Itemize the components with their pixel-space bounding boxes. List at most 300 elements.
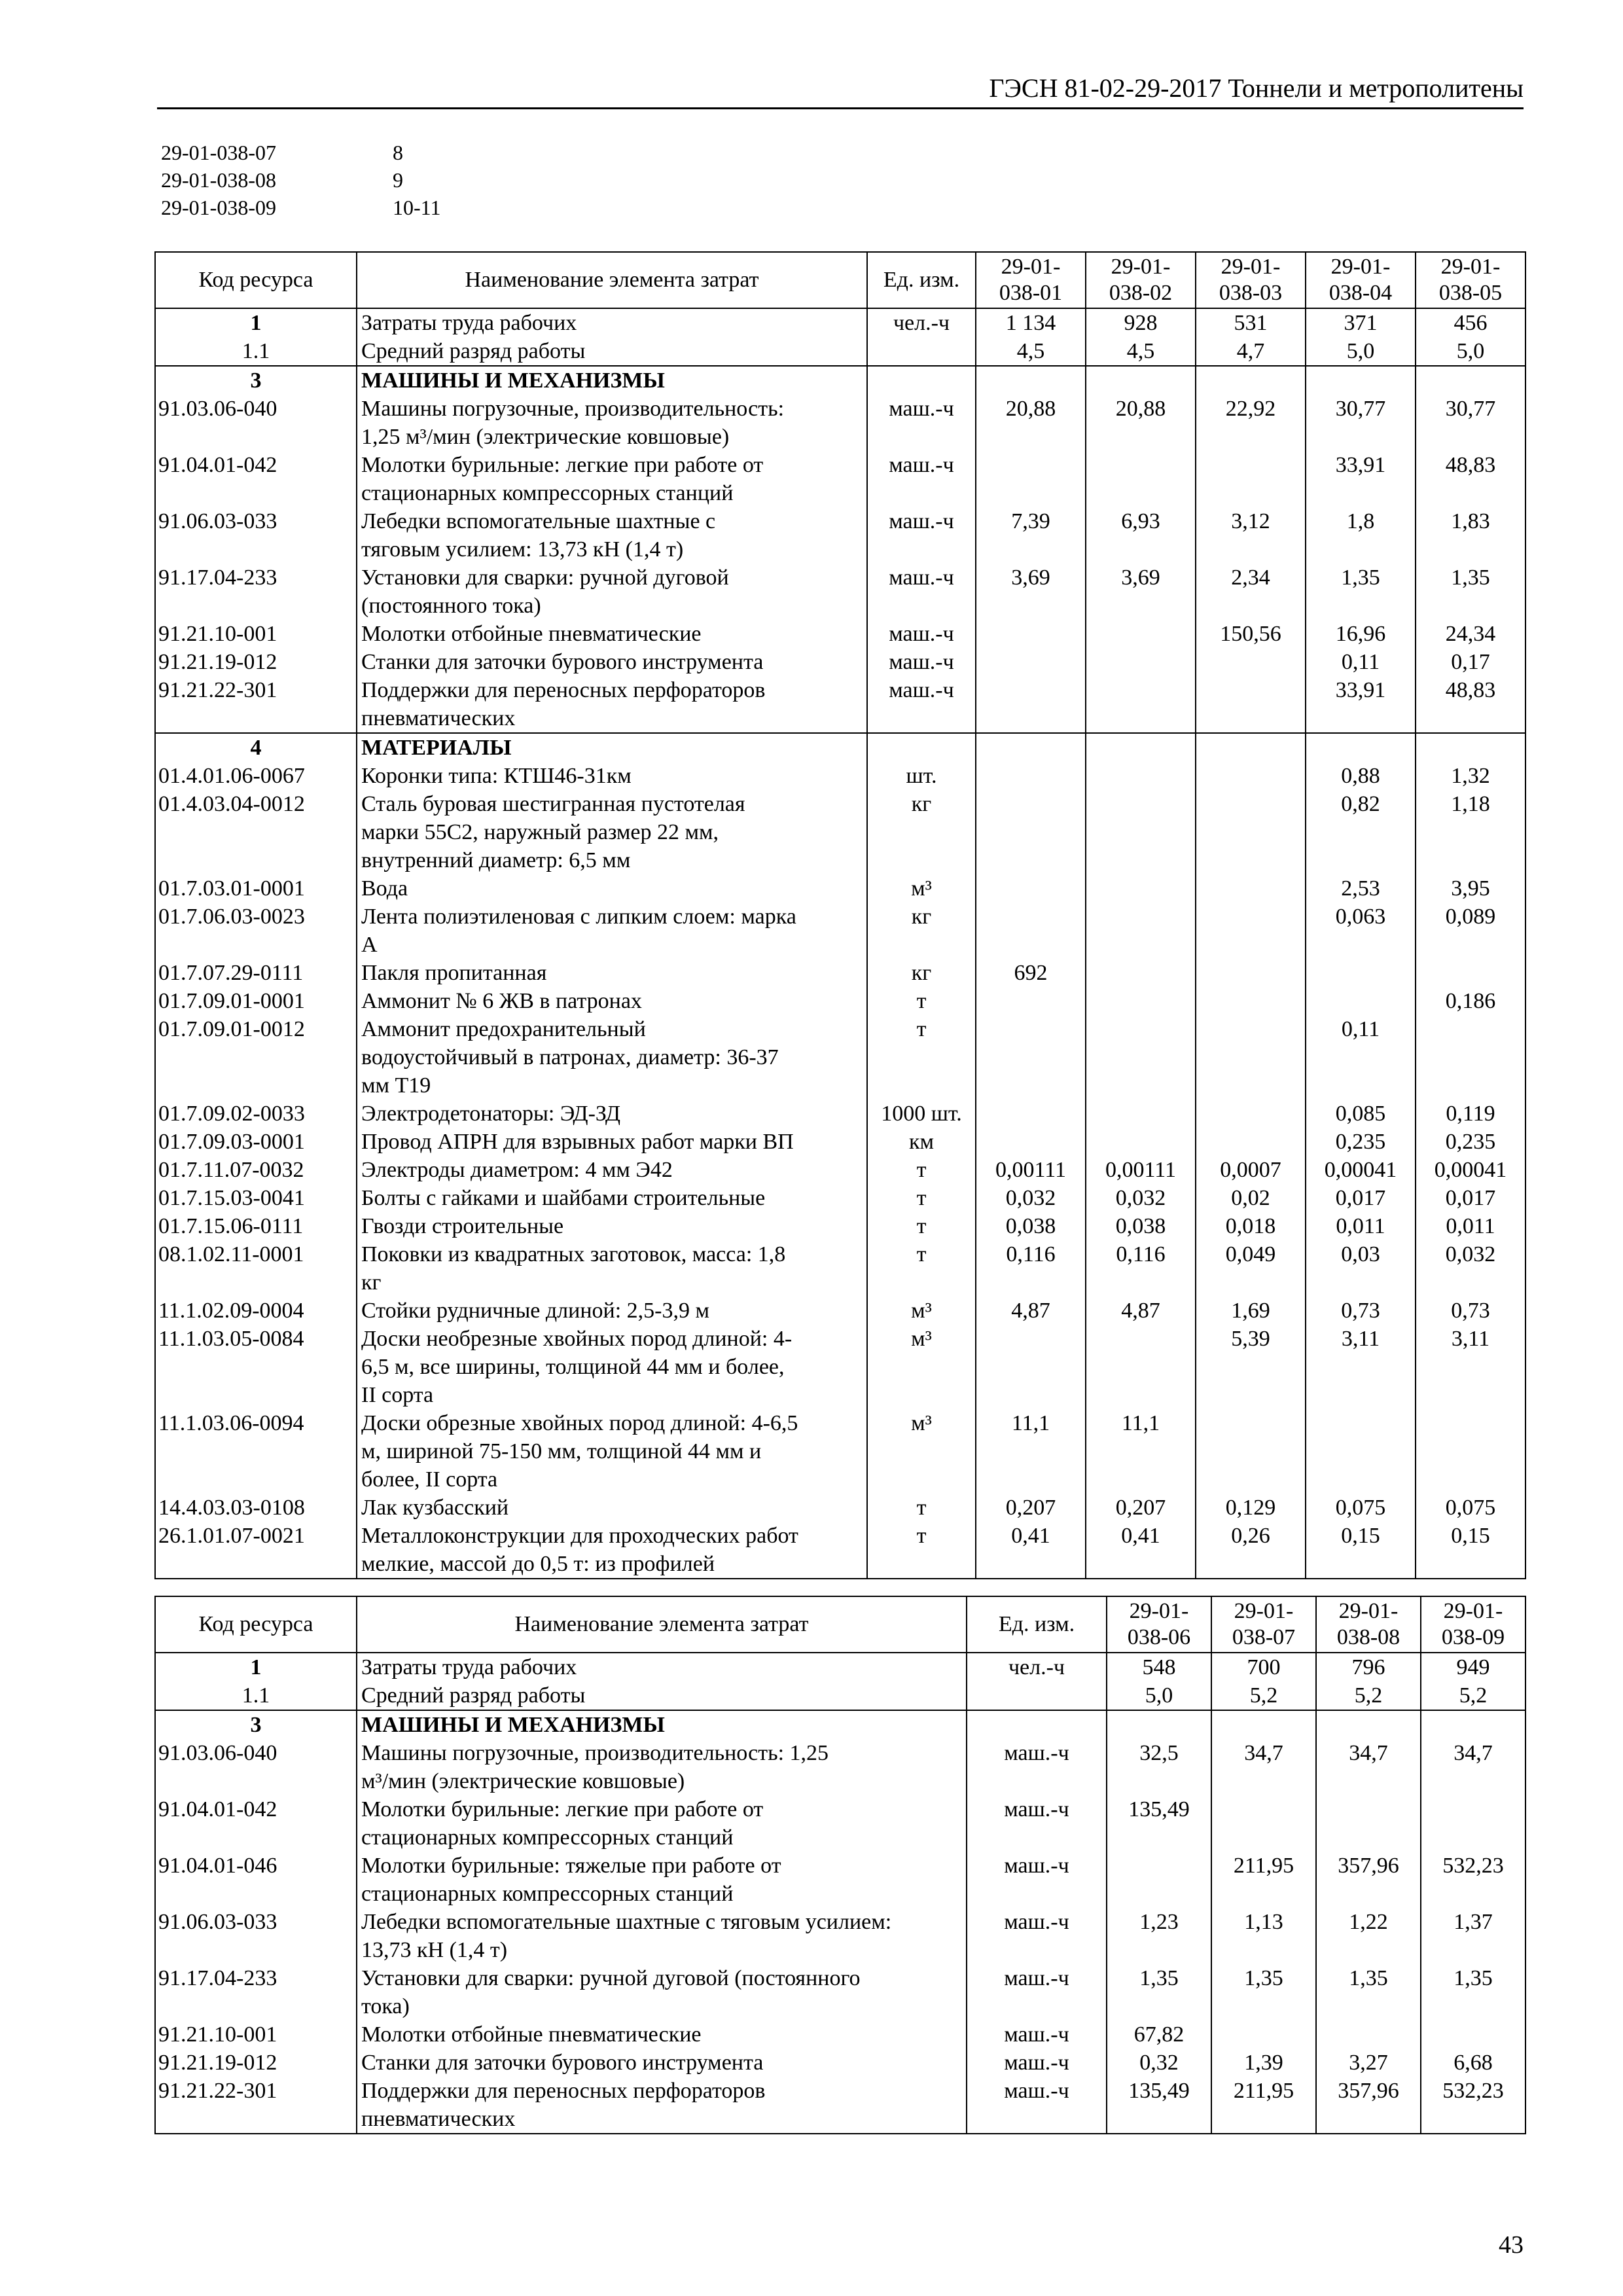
value-cell: 34,7 xyxy=(1316,1739,1421,1795)
table-row xyxy=(155,395,1525,451)
resource-unit: м³ xyxy=(867,1325,976,1409)
value-cell xyxy=(976,1128,1086,1156)
resource-unit: т xyxy=(867,1494,976,1522)
resource-code: 4 xyxy=(155,733,357,762)
resource-code: 01.7.06.03-0023 xyxy=(155,903,357,959)
value-cell: 6,68 xyxy=(1421,2049,1525,2077)
value-cell xyxy=(1196,874,1306,903)
resource-name: Станки для заточки бурового инструмента xyxy=(357,648,867,676)
resource-code: 14.4.03.03-0108 xyxy=(155,1494,357,1522)
resource-code: 26.1.01.07-0021 xyxy=(155,1522,357,1579)
value-cell: 0,00111 xyxy=(976,1156,1086,1184)
resource-code: 01.4.01.06-0067 xyxy=(155,762,357,790)
resource-code: 91.21.19-012 xyxy=(155,2049,357,2077)
value-cell xyxy=(1086,762,1196,790)
resource-name: Аммонит № 6 ЖВ в патронах xyxy=(357,987,867,1015)
table-row xyxy=(155,1100,1525,1128)
value-cell xyxy=(1196,1100,1306,1128)
table-row xyxy=(155,874,1525,903)
value-cell: 796 xyxy=(1316,1653,1421,1681)
resource-name: Болты с гайками и шайбами строительные xyxy=(357,1184,867,1212)
resource-name: Металлоконструкции для проходческих работ мелкие, массой до 0,5 т: из профилей xyxy=(357,1522,867,1579)
value-cell xyxy=(1196,733,1306,762)
table-row xyxy=(155,733,1525,762)
value-cell: 150,56 xyxy=(1196,620,1306,648)
value-cell: 700 xyxy=(1211,1653,1316,1681)
resource-code: 11.1.02.09-0004 xyxy=(155,1297,357,1325)
value-cell: 928 xyxy=(1086,308,1196,337)
value-cell: 0,049 xyxy=(1196,1240,1306,1297)
resource-name: Лак кузбасский xyxy=(357,1494,867,1522)
resource-code: 91.21.10-001 xyxy=(155,2020,357,2049)
value-cell xyxy=(1086,903,1196,959)
value-cell xyxy=(1086,1015,1196,1100)
table-row xyxy=(155,2049,1525,2077)
value-cell: 1,35 xyxy=(1107,1964,1211,2020)
resource-unit: чел.-ч xyxy=(867,308,976,337)
page-header xyxy=(157,73,1524,109)
value-cell: 48,83 xyxy=(1416,676,1525,733)
document-title: ГЭСН 81-02-29-2017 Тоннели и метрополитены xyxy=(989,73,1524,103)
reference-row xyxy=(161,194,440,221)
value-cell xyxy=(1316,1795,1421,1852)
value-cell xyxy=(1421,1795,1525,1852)
resource-name: Молотки отбойные пневматические xyxy=(357,2020,967,2049)
value-cell xyxy=(1196,366,1306,395)
resource-unit: маш.-ч xyxy=(867,507,976,564)
value-cell xyxy=(1196,648,1306,676)
value-cell: 4,7 xyxy=(1196,337,1306,366)
reference-code: 29-01-038-09 xyxy=(161,196,276,219)
value-cell: 1,83 xyxy=(1416,507,1525,564)
value-cell: 1,35 xyxy=(1316,1964,1421,2020)
value-cell: 1,35 xyxy=(1421,1964,1525,2020)
resource-name: Средний разряд работы xyxy=(357,1681,967,1710)
table-row xyxy=(155,366,1525,395)
resource-code: 1 xyxy=(155,308,357,337)
value-cell: 1,69 xyxy=(1196,1297,1306,1325)
value-cell: 0,03 xyxy=(1306,1240,1416,1297)
value-cell: 0,129 xyxy=(1196,1494,1306,1522)
table-row xyxy=(155,1964,1525,2020)
value-cell xyxy=(976,790,1086,874)
resource-code: 01.7.11.07-0032 xyxy=(155,1156,357,1184)
resource-code: 1.1 xyxy=(155,1681,357,1710)
value-cell: 0,00041 xyxy=(1416,1156,1525,1184)
value-cell: 34,7 xyxy=(1211,1739,1316,1795)
value-cell: 32,5 xyxy=(1107,1739,1211,1795)
header-column: 29-01- 038-07 xyxy=(1211,1596,1316,1653)
value-cell: 11,1 xyxy=(1086,1409,1196,1494)
resource-code: 91.21.22-301 xyxy=(155,2077,357,2134)
value-cell xyxy=(1421,2020,1525,2049)
header-row xyxy=(155,1596,1525,1653)
resource-code: 91.06.03-033 xyxy=(155,507,357,564)
value-cell xyxy=(1086,874,1196,903)
value-cell: 0,0007 xyxy=(1196,1156,1306,1184)
value-cell: 0,88 xyxy=(1306,762,1416,790)
value-cell xyxy=(1416,1409,1525,1494)
value-cell xyxy=(1196,903,1306,959)
value-cell xyxy=(1421,1710,1525,1739)
resource-table-2 xyxy=(154,1596,1526,2134)
resource-name: МАТЕРИАЛЫ xyxy=(357,733,867,762)
value-cell xyxy=(1086,366,1196,395)
value-cell: 3,69 xyxy=(1086,564,1196,620)
resource-unit xyxy=(867,366,976,395)
resource-name: Молотки отбойные пневматические xyxy=(357,620,867,648)
value-cell: 30,77 xyxy=(1306,395,1416,451)
table-row xyxy=(155,676,1525,733)
resource-unit: 1000 шт. xyxy=(867,1100,976,1128)
value-cell xyxy=(1107,1710,1211,1739)
resource-name: Электроды диаметром: 4 мм Э42 xyxy=(357,1156,867,1184)
value-cell: 0,207 xyxy=(976,1494,1086,1522)
value-cell: 1 134 xyxy=(976,308,1086,337)
resource-unit: маш.-ч xyxy=(967,2020,1107,2049)
header-column: 29-01- 038-09 xyxy=(1421,1596,1525,1653)
value-cell xyxy=(1416,1015,1525,1100)
page-number: 43 xyxy=(1499,2231,1524,2259)
value-cell xyxy=(1316,1710,1421,1739)
reference-row xyxy=(161,166,440,194)
table-row xyxy=(155,1128,1525,1156)
value-cell xyxy=(1086,1100,1196,1128)
resource-name: Установки для сварки: ручной дуговой (постоянного тока) xyxy=(357,564,867,620)
value-cell: 1,32 xyxy=(1416,762,1525,790)
value-cell: 4,5 xyxy=(1086,337,1196,366)
value-cell: 0,17 xyxy=(1416,648,1525,676)
header-unit: Ед. изм. xyxy=(967,1596,1107,1653)
resource-unit: маш.-ч xyxy=(967,2049,1107,2077)
value-cell: 0,82 xyxy=(1306,790,1416,874)
value-cell: 357,96 xyxy=(1316,1852,1421,1908)
value-cell: 24,34 xyxy=(1416,620,1525,648)
resource-name: Лебедки вспомогательные шахтные с тяговым усилием: 13,73 кН (1,4 т) xyxy=(357,1908,967,1964)
table-row xyxy=(155,337,1525,366)
header-column: 29-01- 038-03 xyxy=(1196,252,1306,308)
value-cell: 0,207 xyxy=(1086,1494,1196,1522)
resource-unit xyxy=(967,1710,1107,1739)
resource-unit: т xyxy=(867,1212,976,1240)
value-cell xyxy=(1196,790,1306,874)
value-cell: 33,91 xyxy=(1306,451,1416,507)
table-row xyxy=(155,1240,1525,1297)
value-cell xyxy=(1211,1710,1316,1739)
value-cell xyxy=(1416,733,1525,762)
value-cell: 3,12 xyxy=(1196,507,1306,564)
table-row xyxy=(155,1409,1525,1494)
value-cell: 5,0 xyxy=(1107,1681,1211,1710)
header-column: 29-01- 038-05 xyxy=(1416,252,1525,308)
resource-unit: т xyxy=(867,1184,976,1212)
value-cell: 3,11 xyxy=(1416,1325,1525,1409)
value-cell: 135,49 xyxy=(1107,2077,1211,2134)
resource-code: 91.17.04-233 xyxy=(155,564,357,620)
value-cell: 456 xyxy=(1416,308,1525,337)
value-cell: 0,15 xyxy=(1416,1522,1525,1579)
table-row xyxy=(155,1184,1525,1212)
value-cell: 0,085 xyxy=(1306,1100,1416,1128)
resource-unit: маш.-ч xyxy=(867,395,976,451)
resource-code: 91.04.01-042 xyxy=(155,1795,357,1852)
resource-code: 01.7.09.01-0012 xyxy=(155,1015,357,1100)
resource-unit: маш.-ч xyxy=(967,1852,1107,1908)
header-unit: Ед. изм. xyxy=(867,252,976,308)
value-cell: 1,13 xyxy=(1211,1908,1316,1964)
resource-name: Коронки типа: КТШ46-31км xyxy=(357,762,867,790)
value-cell: 1,35 xyxy=(1211,1964,1316,2020)
table-row xyxy=(155,1852,1525,1908)
value-cell xyxy=(1196,1128,1306,1156)
value-cell xyxy=(976,987,1086,1015)
value-cell xyxy=(976,366,1086,395)
header-name: Наименование элемента затрат xyxy=(357,1596,967,1653)
value-cell: 4,87 xyxy=(976,1297,1086,1325)
value-cell: 20,88 xyxy=(1086,395,1196,451)
value-cell: 11,1 xyxy=(976,1409,1086,1494)
table-row xyxy=(155,1015,1525,1100)
table-row xyxy=(155,1522,1525,1579)
table-row xyxy=(155,1156,1525,1184)
value-cell: 20,88 xyxy=(976,395,1086,451)
value-cell xyxy=(976,1325,1086,1409)
value-cell: 0,075 xyxy=(1416,1494,1525,1522)
resource-unit: маш.-ч xyxy=(967,1964,1107,2020)
resource-unit: чел.-ч xyxy=(967,1653,1107,1681)
value-cell: 0,032 xyxy=(976,1184,1086,1212)
value-cell: 0,73 xyxy=(1306,1297,1416,1325)
value-cell: 22,92 xyxy=(1196,395,1306,451)
value-cell: 211,95 xyxy=(1211,1852,1316,1908)
table-row xyxy=(155,1494,1525,1522)
header-code: Код ресурса xyxy=(155,252,357,308)
value-cell: 532,23 xyxy=(1421,2077,1525,2134)
resource-unit: кг xyxy=(867,959,976,987)
resource-unit: м³ xyxy=(867,1297,976,1325)
resource-code: 91.21.22-301 xyxy=(155,676,357,733)
resource-code: 01.7.15.06-0111 xyxy=(155,1212,357,1240)
resource-unit: т xyxy=(867,1240,976,1297)
value-cell: 48,83 xyxy=(1416,451,1525,507)
table-row xyxy=(155,1325,1525,1409)
resource-name: Доски обрезные хвойных пород длиной: 4-6,5 м, шириной 75-150 мм, толщиной 44 мм и более, II сорта xyxy=(357,1409,867,1494)
table-row xyxy=(155,451,1525,507)
value-cell: 3,95 xyxy=(1416,874,1525,903)
value-cell: 5,0 xyxy=(1416,337,1525,366)
value-cell: 0,26 xyxy=(1196,1522,1306,1579)
value-cell: 548 xyxy=(1107,1653,1211,1681)
value-cell xyxy=(976,620,1086,648)
value-cell: 34,7 xyxy=(1421,1739,1525,1795)
value-cell: 0,235 xyxy=(1416,1128,1525,1156)
resource-unit: маш.-ч xyxy=(867,676,976,733)
resource-unit: маш.-ч xyxy=(867,564,976,620)
reference-code: 29-01-038-08 xyxy=(161,168,276,192)
value-cell xyxy=(1196,762,1306,790)
resource-code: 1.1 xyxy=(155,337,357,366)
value-cell: 1,23 xyxy=(1107,1908,1211,1964)
resource-code: 11.1.03.05-0084 xyxy=(155,1325,357,1409)
value-cell xyxy=(976,676,1086,733)
value-cell xyxy=(1086,648,1196,676)
value-cell: 1,18 xyxy=(1416,790,1525,874)
resource-code: 3 xyxy=(155,1710,357,1739)
resource-name: Машины погрузочные, производительность: 1,25 м³/мин (электрические ковшовые) xyxy=(357,1739,967,1795)
table-header xyxy=(155,1596,1525,1653)
resource-unit: маш.-ч xyxy=(867,648,976,676)
value-cell: 7,39 xyxy=(976,507,1086,564)
value-cell: 5,2 xyxy=(1211,1681,1316,1710)
reference-value: 10-11 xyxy=(393,196,441,219)
resource-unit: маш.-ч xyxy=(967,1739,1107,1795)
value-cell xyxy=(1306,1409,1416,1494)
value-cell: 692 xyxy=(976,959,1086,987)
reference-row xyxy=(161,139,440,166)
value-cell: 5,39 xyxy=(1196,1325,1306,1409)
resource-unit: маш.-ч xyxy=(967,2077,1107,2134)
value-cell xyxy=(1416,959,1525,987)
table-row xyxy=(155,1681,1525,1710)
resource-unit: маш.-ч xyxy=(867,451,976,507)
resource-name: Доски необрезные хвойных пород длиной: 4- 6,5 м, все ширины, толщиной 44 мм и более, II сорта xyxy=(357,1325,867,1409)
resource-code: 91.04.01-046 xyxy=(155,1852,357,1908)
header-column: 29-01- 038-04 xyxy=(1306,252,1416,308)
resource-code: 91.03.06-040 xyxy=(155,395,357,451)
value-cell xyxy=(1086,676,1196,733)
value-cell: 0,017 xyxy=(1306,1184,1416,1212)
value-cell xyxy=(976,1100,1086,1128)
table-row xyxy=(155,1908,1525,1964)
value-cell xyxy=(1306,366,1416,395)
resource-table-1 xyxy=(154,251,1526,1579)
value-cell: 1,8 xyxy=(1306,507,1416,564)
resource-name: Затраты труда рабочих xyxy=(357,1653,967,1681)
reference-list xyxy=(161,139,440,221)
resource-name: Установки для сварки: ручной дуговой (постоянного тока) xyxy=(357,1964,967,2020)
resource-unit: т xyxy=(867,987,976,1015)
value-cell xyxy=(1196,959,1306,987)
value-cell: 211,95 xyxy=(1211,2077,1316,2134)
resource-name: МАШИНЫ И МЕХАНИЗМЫ xyxy=(357,366,867,395)
header-column: 29-01- 038-06 xyxy=(1107,1596,1211,1653)
value-cell: 2,34 xyxy=(1196,564,1306,620)
resource-code: 91.03.06-040 xyxy=(155,1739,357,1795)
value-cell xyxy=(1306,733,1416,762)
value-cell: 135,49 xyxy=(1107,1795,1211,1852)
value-cell: 0,41 xyxy=(976,1522,1086,1579)
value-cell: 1,35 xyxy=(1306,564,1416,620)
resource-unit xyxy=(867,337,976,366)
resource-name: Сталь буровая шестигранная пустотелая марки 55С2, наружный размер 22 мм, внутренний диаметр: 6,5 мм xyxy=(357,790,867,874)
value-cell xyxy=(1086,1128,1196,1156)
value-cell: 6,93 xyxy=(1086,507,1196,564)
value-cell: 0,116 xyxy=(976,1240,1086,1297)
value-cell xyxy=(976,451,1086,507)
table-row xyxy=(155,308,1525,337)
value-cell: 33,91 xyxy=(1306,676,1416,733)
value-cell: 1,39 xyxy=(1211,2049,1316,2077)
resource-code: 01.7.15.03-0041 xyxy=(155,1184,357,1212)
value-cell: 0,02 xyxy=(1196,1184,1306,1212)
value-cell: 3,11 xyxy=(1306,1325,1416,1409)
value-cell: 0,186 xyxy=(1416,987,1525,1015)
value-cell: 1,37 xyxy=(1421,1908,1525,1964)
resource-name: Поддержки для переносных перфораторов пневматических xyxy=(357,676,867,733)
resource-code: 91.21.10-001 xyxy=(155,620,357,648)
header-code: Код ресурса xyxy=(155,1596,357,1653)
value-cell xyxy=(1196,987,1306,1015)
resource-name: Молотки бурильные: легкие при работе от стационарных компрессорных станций xyxy=(357,451,867,507)
table-row xyxy=(155,1653,1525,1681)
value-cell: 3,27 xyxy=(1316,2049,1421,2077)
value-cell: 532,23 xyxy=(1421,1852,1525,1908)
value-cell: 0,038 xyxy=(976,1212,1086,1240)
header-name: Наименование элемента затрат xyxy=(357,252,867,308)
table-row xyxy=(155,987,1525,1015)
value-cell xyxy=(1196,451,1306,507)
resource-unit: кг xyxy=(867,903,976,959)
table-row xyxy=(155,2077,1525,2134)
table-row xyxy=(155,903,1525,959)
value-cell: 16,96 xyxy=(1306,620,1416,648)
table-row xyxy=(155,1795,1525,1852)
value-cell xyxy=(1306,987,1416,1015)
table-body xyxy=(155,1653,1525,2134)
value-cell: 0,038 xyxy=(1086,1212,1196,1240)
value-cell: 0,063 xyxy=(1306,903,1416,959)
resource-name: Поддержки для переносных перфораторов пневматических xyxy=(357,2077,967,2134)
value-cell: 0,235 xyxy=(1306,1128,1416,1156)
value-cell xyxy=(1086,959,1196,987)
resource-unit: т xyxy=(867,1156,976,1184)
value-cell: 0,32 xyxy=(1107,2049,1211,2077)
resource-code: 91.21.19-012 xyxy=(155,648,357,676)
value-cell: 0,018 xyxy=(1196,1212,1306,1240)
table-row xyxy=(155,790,1525,874)
value-cell xyxy=(1086,790,1196,874)
resource-code: 91.04.01-042 xyxy=(155,451,357,507)
value-cell xyxy=(1086,987,1196,1015)
value-cell: 2,53 xyxy=(1306,874,1416,903)
resource-code: 08.1.02.11-0001 xyxy=(155,1240,357,1297)
value-cell: 67,82 xyxy=(1107,2020,1211,2049)
table-row xyxy=(155,507,1525,564)
resource-unit: м³ xyxy=(867,1409,976,1494)
resource-unit: т xyxy=(867,1015,976,1100)
resource-name: Аммонит предохранительный водоустойчивый в патронах, диаметр: 36-37 мм Т19 xyxy=(357,1015,867,1100)
value-cell: 371 xyxy=(1306,308,1416,337)
table-row xyxy=(155,648,1525,676)
value-cell: 0,00041 xyxy=(1306,1156,1416,1184)
header-column: 29-01- 038-02 xyxy=(1086,252,1196,308)
resource-name: Гвозди строительные xyxy=(357,1212,867,1240)
value-cell: 5,0 xyxy=(1306,337,1416,366)
reference-value: 8 xyxy=(393,141,403,164)
value-cell: 1,35 xyxy=(1416,564,1525,620)
resource-unit xyxy=(867,733,976,762)
resource-name: Затраты труда рабочих xyxy=(357,308,867,337)
resource-name: Провод АПРН для взрывных работ марки ВП xyxy=(357,1128,867,1156)
resource-code: 01.7.03.01-0001 xyxy=(155,874,357,903)
value-cell: 0,116 xyxy=(1086,1240,1196,1297)
value-cell xyxy=(1196,1015,1306,1100)
value-cell xyxy=(976,1015,1086,1100)
resource-code: 3 xyxy=(155,366,357,395)
value-cell: 0,119 xyxy=(1416,1100,1525,1128)
value-cell xyxy=(976,903,1086,959)
value-cell xyxy=(1086,451,1196,507)
